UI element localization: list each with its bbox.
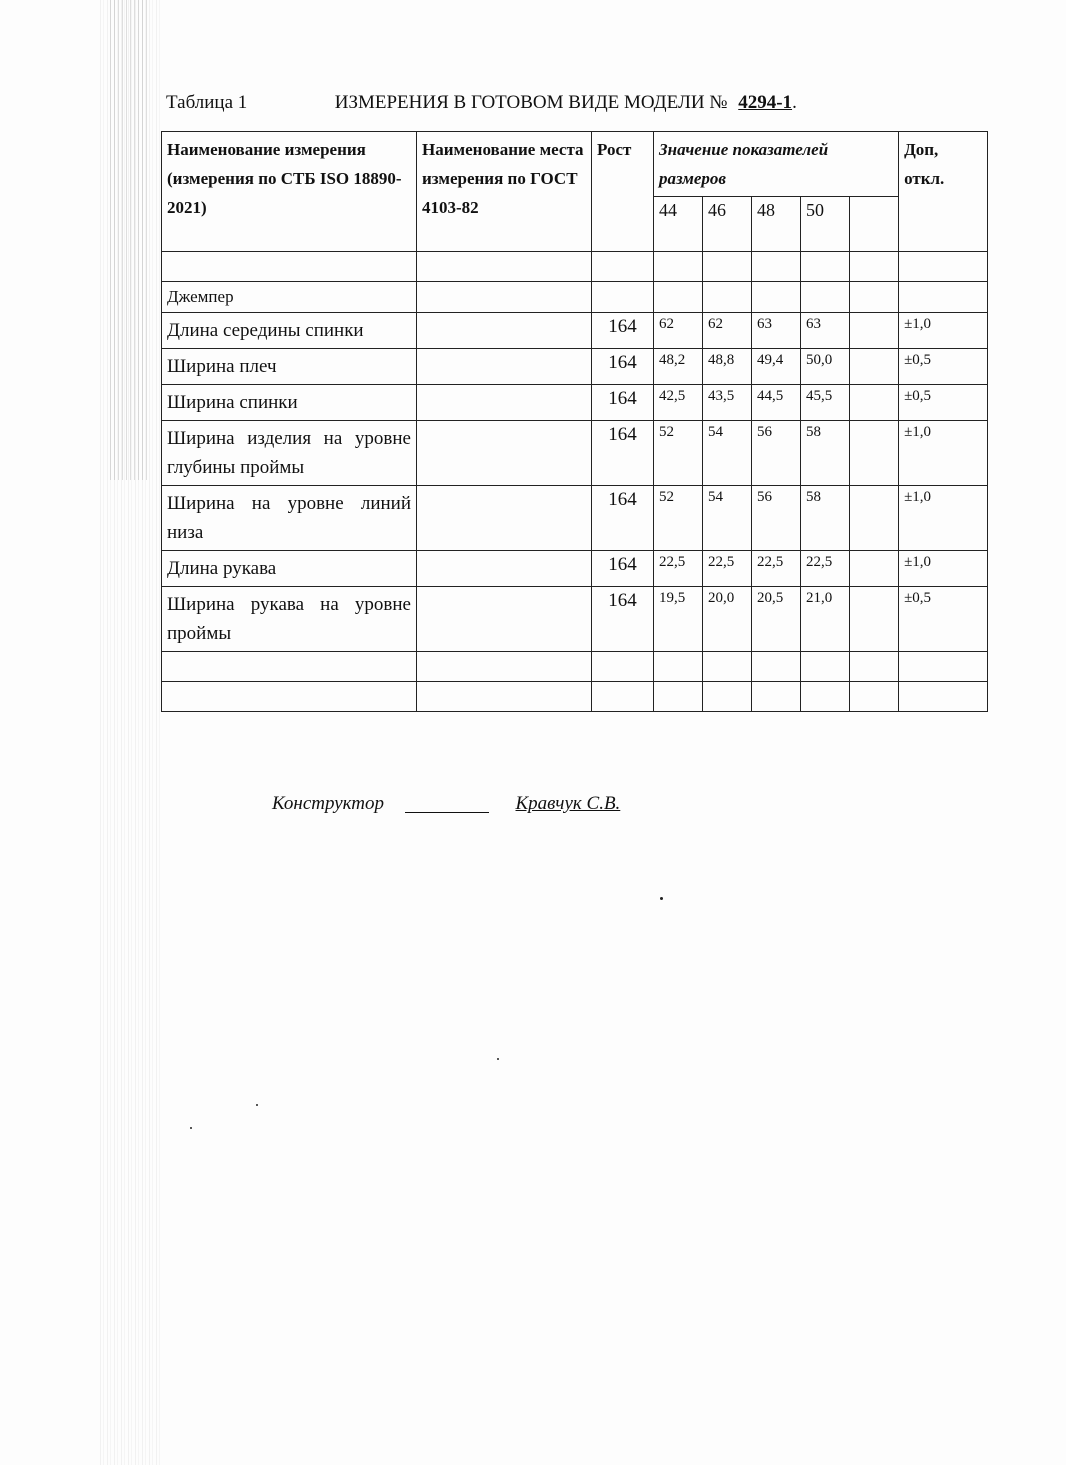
scan-speck [497,1058,499,1060]
size-value: 21,0 [801,587,850,652]
size-value: 50,0 [801,349,850,385]
table-row [162,421,988,486]
table-row [162,587,988,652]
size-value [850,421,899,486]
measurement-place [417,421,592,486]
table-row-section [162,282,988,313]
size-value [850,486,899,551]
size-value: 44,5 [752,385,801,421]
header-measurement-place: Наименование места измерения по ГОСТ 4103-82 [417,132,592,252]
size-value: 58 [801,486,850,551]
scan-edge-artifact-dark [110,0,150,480]
measurement-place [417,551,592,587]
rost-value: 164 [592,551,654,587]
signature-name: Кравчук С.В. [515,793,621,814]
header-rost: Рост [592,132,654,252]
size-value: 22,5 [703,551,752,587]
measurement-place [417,385,592,421]
section-title: Джемпер [162,282,417,313]
table-row-empty [162,682,988,712]
size-value [850,551,899,587]
header-size-50: 50 [801,197,850,252]
size-value: 43,5 [703,385,752,421]
size-value: 52 [654,486,703,551]
measurement-place [417,349,592,385]
table-title [166,92,797,114]
model-number: 4294-1 [738,92,793,113]
size-value: 48,8 [703,349,752,385]
rost-value: 164 [592,349,654,385]
scan-speck [190,1127,192,1129]
header-tolerance: Доп, откл. [899,132,988,252]
rost-value: 164 [592,421,654,486]
measurement-name: Ширина спинки [162,385,417,421]
size-value: 63 [752,313,801,349]
tolerance-value: ±0,5 [899,385,988,421]
size-value: 63 [801,313,850,349]
size-value: 22,5 [752,551,801,587]
table-row [162,349,988,385]
measurement-place [417,587,592,652]
size-value: 62 [654,313,703,349]
tolerance-value: ±0,5 [899,587,988,652]
signature-line [272,793,620,815]
header-size-46: 46 [703,197,752,252]
table-row-empty [162,252,988,282]
size-value: 20,5 [752,587,801,652]
scan-speck [256,1104,258,1106]
size-value: 52 [654,421,703,486]
tolerance-value: ±1,0 [899,551,988,587]
size-value: 54 [703,486,752,551]
header-size-44: 44 [654,197,703,252]
measurement-name: Ширина изделия на уровне глубины проймы [162,421,417,486]
measurement-name: Ширина плеч [162,349,417,385]
tolerance-value: ±1,0 [899,486,988,551]
size-value [850,587,899,652]
size-value: 42,5 [654,385,703,421]
rost-value: 164 [592,486,654,551]
size-value: 22,5 [654,551,703,587]
tolerance-value: ±0,5 [899,349,988,385]
rost-value: 164 [592,385,654,421]
size-value: 54 [703,421,752,486]
size-value: 22,5 [801,551,850,587]
table-row [162,385,988,421]
size-value: 19,5 [654,587,703,652]
size-value: 45,5 [801,385,850,421]
header-size-blank [850,197,899,252]
scan-speck [660,897,663,900]
size-value: 56 [752,486,801,551]
measurements-table [161,131,988,712]
size-value: 56 [752,421,801,486]
measurement-name: Длина середины спинки [162,313,417,349]
table-row [162,551,988,587]
rost-value: 164 [592,313,654,349]
header-measurement-name: Наименование измерения (измерения по СТБ ISO 18890-2021) [162,132,417,252]
size-value: 48,2 [654,349,703,385]
rost-value: 164 [592,587,654,652]
table-row-empty [162,652,988,682]
size-value: 20,0 [703,587,752,652]
size-value: 58 [801,421,850,486]
measurement-name: Ширина рукава на уровне проймы [162,587,417,652]
table-row [162,313,988,349]
table-title-text: ИЗМЕРЕНИЯ В ГОТОВОМ ВИДЕ МОДЕЛИ № [334,92,728,113]
tolerance-value: ±1,0 [899,313,988,349]
tolerance-value: ±1,0 [899,421,988,486]
signature-role: Конструктор [272,793,385,814]
header-size-values: Значение показателей размеров [654,132,899,197]
table-number: Таблица 1 [166,92,248,113]
table-row [162,486,988,551]
size-value [850,349,899,385]
measurement-name: Ширина на уровне линий низа [162,486,417,551]
size-value [850,385,899,421]
title-suffix: . [792,92,797,113]
size-value [850,313,899,349]
size-value: 49,4 [752,349,801,385]
header-size-48: 48 [752,197,801,252]
measurement-place [417,486,592,551]
measurement-place [417,313,592,349]
signature-blank [405,812,489,813]
size-value: 62 [703,313,752,349]
measurement-name: Длина рукава [162,551,417,587]
